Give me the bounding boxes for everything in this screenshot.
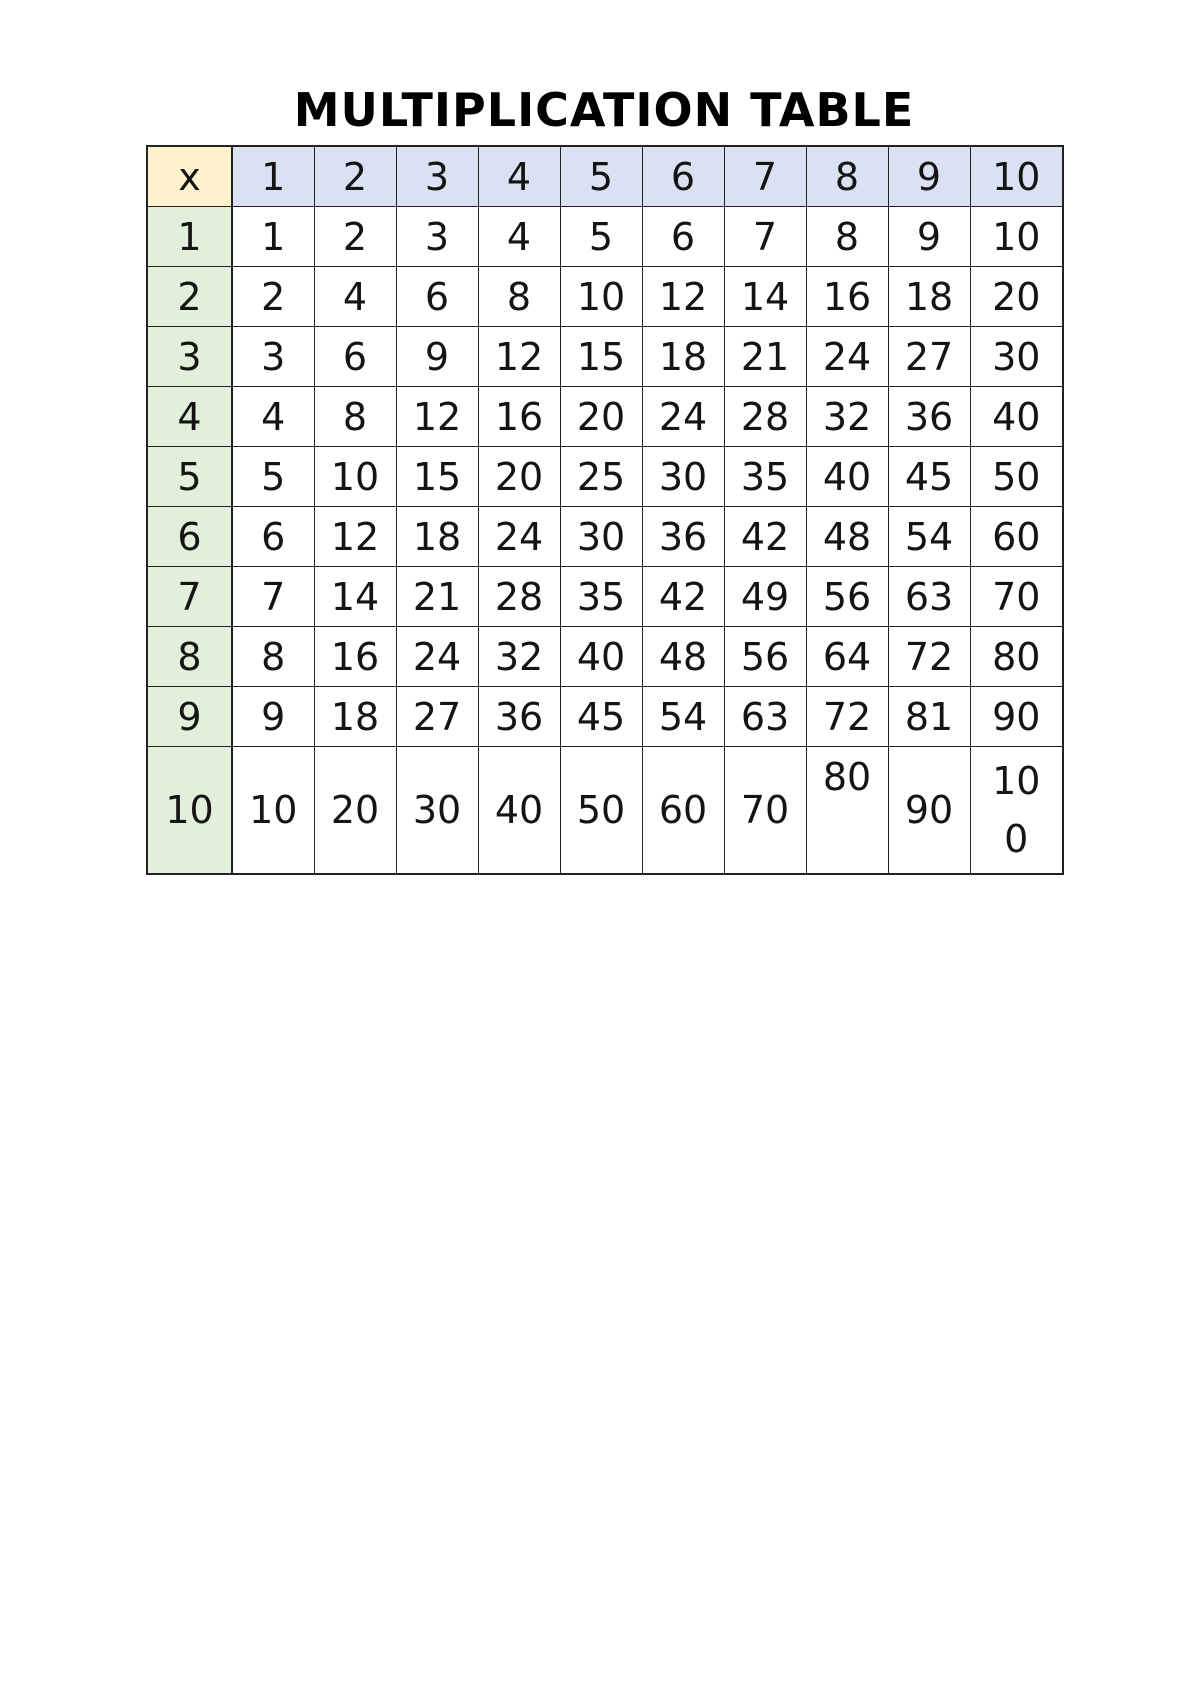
row-header-cell: 6: [147, 507, 232, 567]
table-cell: 12: [314, 507, 396, 567]
table-row: [147, 627, 1063, 687]
table-cell: 25: [560, 447, 642, 507]
table-cell: 90: [888, 747, 970, 875]
table-cell: 36: [888, 387, 970, 447]
multiplication-table: [146, 145, 1064, 875]
table-row: [147, 567, 1063, 627]
table-cell: 30: [396, 747, 478, 875]
table-cell: 4: [478, 207, 560, 267]
table-cell: 50: [560, 747, 642, 875]
table-row: [147, 387, 1063, 447]
table-cell: 18: [396, 507, 478, 567]
table-cell: 30: [970, 327, 1063, 387]
table-cell: 16: [806, 267, 888, 327]
row-header-cell: 3: [147, 327, 232, 387]
header-row: [147, 146, 1063, 207]
table-cell: 40: [478, 747, 560, 875]
table-cell: 6: [232, 507, 314, 567]
row-header-cell: 1: [147, 207, 232, 267]
table-cell: 48: [642, 627, 724, 687]
table-row: [147, 207, 1063, 267]
table-cell: 8: [478, 267, 560, 327]
table-cell: 9: [396, 327, 478, 387]
table-cell: 36: [478, 687, 560, 747]
table-cell: 40: [806, 447, 888, 507]
table-cell: 27: [396, 687, 478, 747]
table-cell: 24: [806, 327, 888, 387]
table-cell: 56: [806, 567, 888, 627]
corner-cell: x: [147, 146, 232, 207]
column-header-cell: 3: [396, 146, 478, 207]
table-cell: 10: [560, 267, 642, 327]
table-cell: 3: [232, 327, 314, 387]
table-cell: 8: [232, 627, 314, 687]
table-cell: 27: [888, 327, 970, 387]
table-cell: 6: [396, 267, 478, 327]
table-cell: 20: [314, 747, 396, 875]
table-cell: 10: [232, 747, 314, 875]
table-cell: 35: [724, 447, 806, 507]
table-cell: 32: [806, 387, 888, 447]
row-header-cell: 8: [147, 627, 232, 687]
table-cell: 8: [806, 207, 888, 267]
table-cell: 14: [314, 567, 396, 627]
table-cell: 18: [888, 267, 970, 327]
table-cell: 16: [314, 627, 396, 687]
table-cell: 9: [888, 207, 970, 267]
table-cell: 14: [724, 267, 806, 327]
row-header-cell: 10: [147, 747, 232, 875]
table-cell: 30: [642, 447, 724, 507]
table-cell: 50: [970, 447, 1063, 507]
table-body: [147, 146, 1063, 874]
table-row: [147, 267, 1063, 327]
table-cell: 2: [314, 207, 396, 267]
table-row: [147, 327, 1063, 387]
table-cell: 42: [724, 507, 806, 567]
table-cell: 7: [724, 207, 806, 267]
table-cell: 20: [970, 267, 1063, 327]
table-cell: 7: [232, 567, 314, 627]
table-cell: 64: [806, 627, 888, 687]
table-cell: 80: [806, 747, 888, 875]
table-cell: 8: [314, 387, 396, 447]
table-cell: 32: [478, 627, 560, 687]
table-cell: 63: [724, 687, 806, 747]
column-header-cell: 7: [724, 146, 806, 207]
table-cell: 81: [888, 687, 970, 747]
table-cell: 5: [232, 447, 314, 507]
table-cell: 15: [396, 447, 478, 507]
table-cell: 20: [560, 387, 642, 447]
table-cell: 80: [970, 627, 1063, 687]
table-cell: 40: [560, 627, 642, 687]
page-title: MULTIPLICATION TABLE: [293, 83, 915, 137]
row-header-cell: 4: [147, 387, 232, 447]
table-cell: 56: [724, 627, 806, 687]
table-cell: 28: [724, 387, 806, 447]
table-cell: 5: [560, 207, 642, 267]
table-row: [147, 507, 1063, 567]
table-cell: 9: [232, 687, 314, 747]
table-cell: 1: [232, 207, 314, 267]
column-header-cell: 9: [888, 146, 970, 207]
table-cell: 21: [724, 327, 806, 387]
table-cell: 48: [806, 507, 888, 567]
table-cell: 12: [478, 327, 560, 387]
table-cell: 35: [560, 567, 642, 627]
table-cell: 70: [970, 567, 1063, 627]
table-cell: 10: [314, 447, 396, 507]
column-header-cell: 6: [642, 146, 724, 207]
row-header-cell: 5: [147, 447, 232, 507]
column-header-cell: 2: [314, 146, 396, 207]
table-cell: 12: [396, 387, 478, 447]
table-cell: 30: [560, 507, 642, 567]
table-cell: 90: [970, 687, 1063, 747]
table-row: [147, 747, 1063, 875]
column-header-cell: 10: [970, 146, 1063, 207]
row-header-cell: 2: [147, 267, 232, 327]
table-cell: 70: [724, 747, 806, 875]
table-cell: 60: [642, 747, 724, 875]
table-cell: 3: [396, 207, 478, 267]
table-cell: 15: [560, 327, 642, 387]
table-cell: 72: [888, 627, 970, 687]
table-cell: 63: [888, 567, 970, 627]
table-cell: 18: [314, 687, 396, 747]
table-cell: 6: [314, 327, 396, 387]
table-cell: 72: [806, 687, 888, 747]
table-cell: 54: [888, 507, 970, 567]
column-header-cell: 4: [478, 146, 560, 207]
table-cell: 45: [888, 447, 970, 507]
table-cell: 16: [478, 387, 560, 447]
table-row: [147, 687, 1063, 747]
table-cell: 60: [970, 507, 1063, 567]
row-header-cell: 9: [147, 687, 232, 747]
table-cell: 100: [970, 747, 1063, 875]
table-cell: 10: [970, 207, 1063, 267]
table-cell: 36: [642, 507, 724, 567]
table-cell: 45: [560, 687, 642, 747]
column-header-cell: 5: [560, 146, 642, 207]
table-cell: 4: [314, 267, 396, 327]
table-cell: 6: [642, 207, 724, 267]
table-cell: 40: [970, 387, 1063, 447]
table-cell: 21: [396, 567, 478, 627]
table-cell: 28: [478, 567, 560, 627]
row-header-cell: 7: [147, 567, 232, 627]
table-row: [147, 447, 1063, 507]
table-cell: 12: [642, 267, 724, 327]
table-cell: 18: [642, 327, 724, 387]
table-cell: 54: [642, 687, 724, 747]
table-cell: 24: [396, 627, 478, 687]
table-cell: 24: [642, 387, 724, 447]
table-cell: 42: [642, 567, 724, 627]
table-cell: 49: [724, 567, 806, 627]
column-header-cell: 8: [806, 146, 888, 207]
table-cell: 24: [478, 507, 560, 567]
table-cell: 20: [478, 447, 560, 507]
table-cell: 4: [232, 387, 314, 447]
table-cell: 2: [232, 267, 314, 327]
column-header-cell: 1: [232, 146, 314, 207]
